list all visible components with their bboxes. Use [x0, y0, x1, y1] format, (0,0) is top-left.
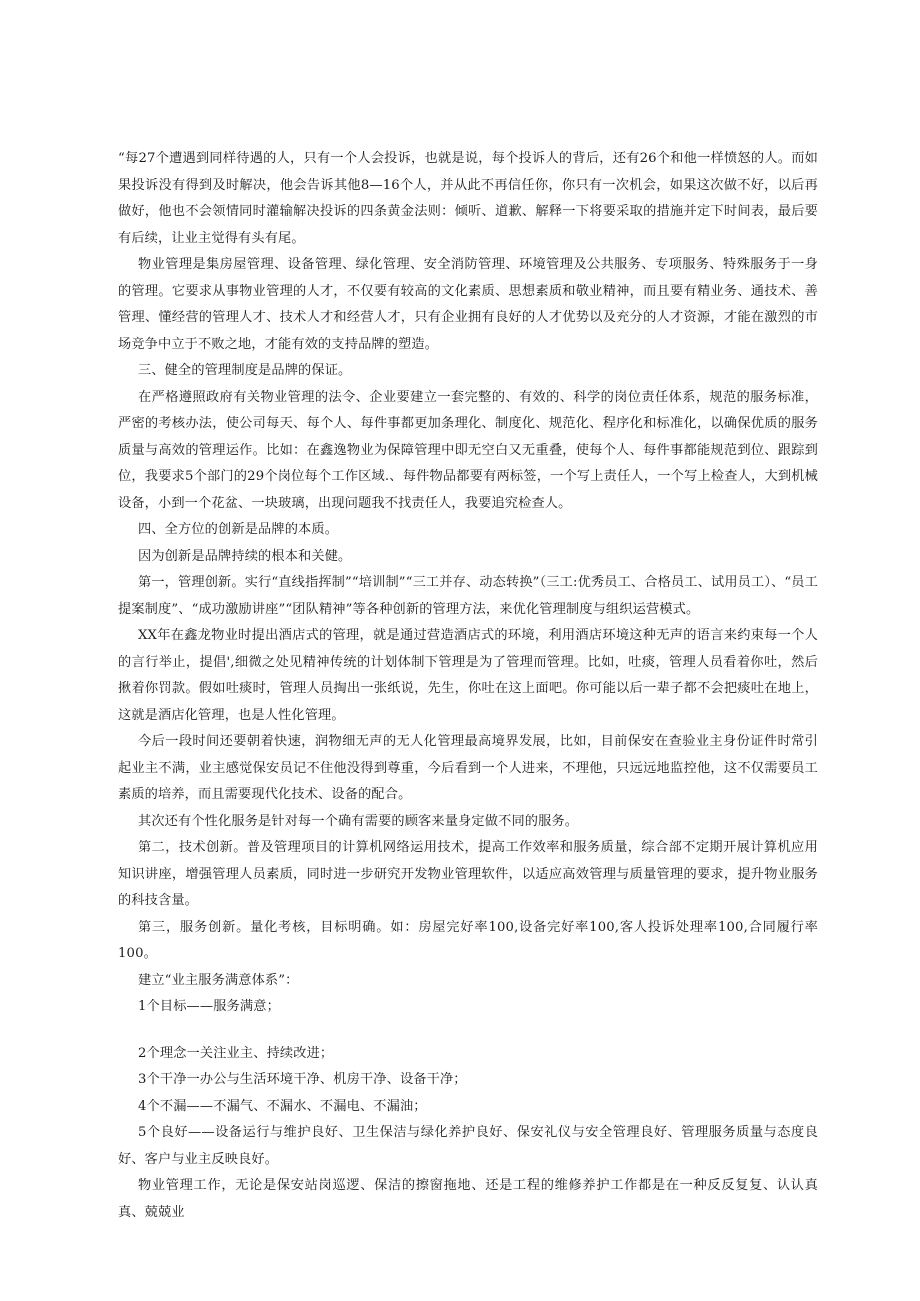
paragraph-complaint-rules: “每27个遭遇到同样待遇的人，只有一个人会投诉，也就是说，每个投诉人的背后，还有26个和他一样愤怒的人。而如果投诉没有得到及时解决，他会告诉其他8—16个人，并从此不再信任你，你只有一次机会，如果这次做不好，以后再做好，他也不会领情同时灌输解决投诉的四条黄金法则：倾听、道歉、解释一下将要采取的措施并定下时间表，最后要有后续，让业主觉得有头有尾。 [118, 151, 818, 246]
section-heading-management-system: 三、健全的管理制度是品牌的保证。 [138, 363, 352, 378]
paragraph-hotel-style-management: XX年在鑫龙物业时提出酒店式的管理，就是通过营造酒店式的环境，利用酒店环境这种无声的语言来约束每一个人的言行举止，提倡',细微之处见精神传统的计划体制下管理是为了管理而管理。比如，吐痰，管理人员看着你吐，然后揪着你罚款。假如吐痰时，管理人员掏出一张纸说，先生，你吐在这上面吧。你可能以后一辈子都不会把痰吐在地上，这就是酒店化管理，也是人性化管理。 [118, 628, 818, 723]
section-heading-innovation: 四、全方位的创新是品牌的本质。 [138, 522, 339, 537]
paragraph-management-innovation: 第一，管理创新。实行“直线指挥制”“培训制”“三工并存、动态转换”（三工:优秀员工、合格员工、试用员工）、“员工提案制度”、“成功激励讲座”“团队精神”等各种创新的管理方法，来优化管理制度与组织运营模式。 [118, 575, 818, 617]
document-page [118, 146, 818, 1226]
paragraph-property-work: 物业管理工作，无论是保安站岗巡逻、保洁的擦窗拖地、还是工程的维修养护工作都是在一种反反复复、认认真真、兢兢业 [118, 1178, 818, 1220]
list-item-five-good: 5个良好——设备运行与维护良好、卫生保洁与绿化养护良好、保安礼仪与安全管理良好、管理服务质量与态度良好、客户与业主反映良好。 [118, 1125, 818, 1167]
paragraph-unmanned-management: 今后一段时间还要朝着快速，润物细无声的无人化管理最高境界发展，比如，目前保安在查验业主身份证件时常引起业主不满，业主感觉保安员记不住他没得到尊重，今后看到一个人进来，不理他，只远远地监控他，这不仅需要员工素质的培养，而且需要现代化技术、设备的配合。 [118, 734, 818, 802]
list-item-four-no-leaks: 4个不漏——不漏气、不漏水、不漏电、不漏油； [138, 1098, 427, 1114]
paragraph-property-management-talent: 物业管理是集房屋管理、设备管理、绿化管理、安全消防管理、环境管理及公共服务、专项服务、特殊服务于一身的管理。它要求从事物业管理的人才，不仅要有较高的文化素质、思想素质和敬业精神，而且要有精业务、通技术、善管理、懂经营的管理人才、技术人才和经营人才，只有企业拥有良好的人才优势以及充分的人才资源，才能在激烈的市场竞争中立于不败之地，才能有效的支持品牌的塑造。 [118, 257, 818, 352]
list-item-one-goal: 1个目标——服务满意； [138, 999, 280, 1014]
paragraph-technology-innovation: 第二，技术创新。普及管理项目的计算机网络运用技术，提高工作效率和服务质量，综合部不定期开展计算机应用知识讲座，增强管理人员素质，同时进一步研究开发物业管理软件，以适应高效管理与质量管理的要求，提升物业服务的科技含量。 [118, 840, 818, 908]
list-item-three-clean: 3个干净一办公与生活环境干净、机房干净、设备干净； [138, 1072, 467, 1087]
paragraph-service-innovation: 第三，服务创新。量化考核，目标明确。如：房屋完好率100,设备完好率100,客人投诉处理率100,合同履行率100。 [118, 919, 818, 961]
list-item-two-concepts: 2个理念一关注业主、持续改进； [138, 1045, 334, 1061]
paragraph-innovation-root: 因为创新是品牌持续的根本和关健。 [138, 548, 352, 564]
paragraph-personalized-service: 其次还有个性化服务是针对每一个确有需要的顾客来量身定做不同的服务。 [138, 813, 579, 829]
paragraph-satisfaction-system: 建立“业主服务满意体系”： [138, 972, 299, 988]
paragraph-responsibility-system: 在严格遵照政府有关物业管理的法令、企业要建立一套完整的、有效的、科学的岗位责任体系，规范的服务标准，严密的考核办法，使公司每天、每个人、每件事都更加条理化、制度化、规范化、程序化和标准化，以确保优质的服务质量与高效的管理运作。比如：在鑫逸物业为保障管理中即无空白又无重叠，使每个人、每件事都能规范到位、跟踪到位，我要求5个部门的29个岗位每个工作区域.、每件物品都要有两标签，一个写上责任人，一个写上检查人，大到机械设备，小到一个花盆、一块玻璃，出现问题我不找责任人，我要追究检查人。 [118, 389, 818, 511]
